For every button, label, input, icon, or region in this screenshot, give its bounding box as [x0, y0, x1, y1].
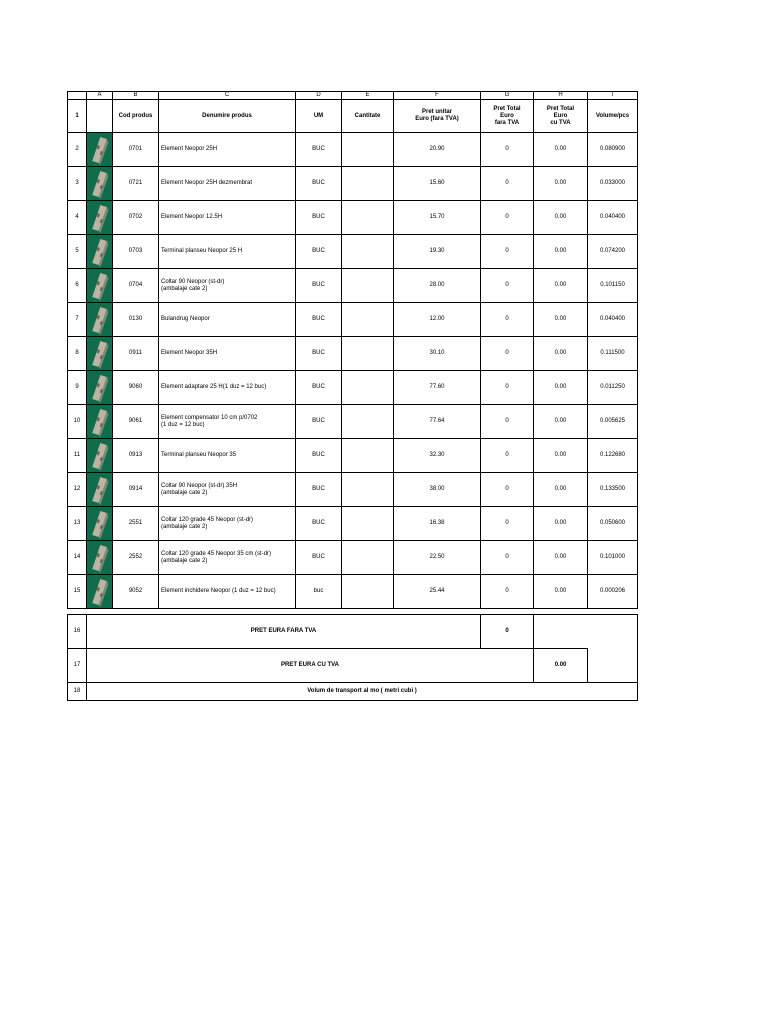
cantitate-input-cell[interactable] [342, 201, 394, 235]
volume-pcs-cell: 0.040400 [588, 303, 638, 337]
denumire-line: Element Neopor 25H [161, 146, 218, 152]
cod-produs-cell: 2552 [113, 541, 159, 575]
pret-cu-tva-value: 0.00 [534, 649, 588, 683]
denumire-line: Element compensator 10 cm p/0702 [161, 414, 258, 421]
table-row [68, 235, 638, 269]
volume-pcs-cell: 0.050600 [588, 507, 638, 541]
summary-row-cu-tva [68, 649, 638, 683]
col-letter-b: B [113, 92, 159, 100]
um-cell: BUC [296, 235, 342, 269]
product-block-icon [89, 167, 110, 200]
product-block-icon [89, 371, 110, 404]
product-block-icon [89, 269, 110, 302]
row-number: 10 [68, 405, 87, 439]
um-cell: BUC [296, 371, 342, 405]
denumire-produs-cell [159, 235, 296, 269]
denumire-line-2: (ambalaje cate 2) [161, 523, 208, 530]
denumire-line: Element inchidere Neopor (1 duz = 12 buc) [161, 588, 276, 594]
table-row [68, 575, 638, 609]
um-cell: BUC [296, 439, 342, 473]
product-block-icon [89, 473, 110, 506]
header-pret-total-cu-line1: Pret Total [546, 105, 575, 112]
product-block-icon [89, 439, 110, 472]
pret-total-cu-tva-cell: 0.00 [534, 303, 588, 337]
col-letter-e: E [342, 92, 394, 100]
denumire-produs-cell [159, 575, 296, 609]
pret-fara-tva-value: 0 [481, 615, 534, 649]
cod-produs-cell: 0702 [113, 201, 159, 235]
summary-row-fara-tva [68, 615, 638, 649]
cod-produs-cell: 0911 [113, 337, 159, 371]
denumire-line: Bulandrug Neopor [161, 316, 210, 322]
pret-total-cu-tva-cell: 0.00 [534, 269, 588, 303]
denumire-line: Element Neopor 12.5H [161, 214, 223, 220]
table-row [68, 337, 638, 371]
pret-total-cu-tva-cell: 0.00 [534, 201, 588, 235]
cod-produs-cell: 0914 [113, 473, 159, 507]
um-cell: BUC [296, 269, 342, 303]
cantitate-input-cell[interactable] [342, 507, 394, 541]
product-block-icon [89, 337, 110, 370]
row-number: 6 [68, 269, 87, 303]
row-number: 7 [68, 303, 87, 337]
cantitate-input-cell[interactable] [342, 575, 394, 609]
table-row [68, 541, 638, 575]
row-number: 17 [68, 649, 87, 683]
header-image-cell [87, 100, 113, 133]
pret-total-fara-tva-cell: 0 [481, 303, 534, 337]
volume-pcs-cell: 0.133500 [588, 473, 638, 507]
row-number: 12 [68, 473, 87, 507]
header-pret-total-cu-line3: cu TVA [550, 119, 571, 126]
header-um: UM [296, 100, 342, 133]
um-cell: BUC [296, 337, 342, 371]
pret-total-fara-tva-cell: 0 [481, 133, 534, 167]
pret-unitar-cell: 19.30 [394, 235, 481, 269]
volume-pcs-cell: 0.074200 [588, 235, 638, 269]
pret-fara-tva-label: PRET EURA FARA TVA [87, 615, 481, 649]
product-thumbnail [87, 269, 113, 303]
um-cell: BUC [296, 507, 342, 541]
denumire-line-2: (ambalaje cate 2) [161, 557, 208, 564]
product-thumbnail [87, 439, 113, 473]
cod-produs-cell: 0701 [113, 133, 159, 167]
denumire-produs-cell [159, 303, 296, 337]
cantitate-input-cell[interactable] [342, 337, 394, 371]
denumire-produs-cell [159, 337, 296, 371]
col-letter-f: F [394, 92, 481, 100]
denumire-produs-cell [159, 167, 296, 201]
volume-pcs-cell: 0.101000 [588, 541, 638, 575]
product-block-icon [89, 235, 110, 268]
pret-unitar-cell: 30.10 [394, 337, 481, 371]
volume-pcs-cell: 0.111500 [588, 337, 638, 371]
um-cell: BUC [296, 133, 342, 167]
um-cell: BUC [296, 303, 342, 337]
product-block-icon [89, 541, 110, 574]
row-number: 2 [68, 133, 87, 167]
pret-total-cu-tva-cell: 0.00 [534, 575, 588, 609]
pret-total-fara-tva-cell: 0 [481, 371, 534, 405]
product-thumbnail [87, 337, 113, 371]
row-number: 16 [68, 615, 87, 649]
col-letter-c: C [159, 92, 296, 100]
header-pret-total-cu-line2: Euro [553, 112, 568, 119]
volume-pcs-cell: 0.080900 [588, 133, 638, 167]
pret-unitar-cell: 32.30 [394, 439, 481, 473]
denumire-produs-cell [159, 541, 296, 575]
product-thumbnail [87, 371, 113, 405]
product-thumbnail [87, 133, 113, 167]
pret-total-fara-tva-cell: 0 [481, 541, 534, 575]
pret-unitar-cell: 15.70 [394, 201, 481, 235]
header-pret-unitar [394, 100, 481, 133]
volume-pcs-cell: 0.101150 [588, 269, 638, 303]
pret-total-fara-tva-cell: 0 [481, 405, 534, 439]
header-pret-unitar-line2: Euro (fara TVA) [415, 116, 459, 122]
header-pret-total-fara-tva [481, 100, 534, 133]
cod-produs-cell: 9060 [113, 371, 159, 405]
table-row [68, 473, 638, 507]
pret-unitar-cell: 12.00 [394, 303, 481, 337]
pret-total-cu-tva-cell: 0.00 [534, 405, 588, 439]
row-number: 14 [68, 541, 87, 575]
col-letter-i: I [588, 92, 638, 100]
col-letter-h: H [534, 92, 588, 100]
header-row [68, 100, 638, 133]
product-thumbnail [87, 507, 113, 541]
denumire-produs-cell [159, 507, 296, 541]
pret-total-fara-tva-cell: 0 [481, 337, 534, 371]
volume-pcs-cell: 0.000206 [588, 575, 638, 609]
cantitate-input-cell[interactable] [342, 133, 394, 167]
header-cod-produs: Cod produs [113, 100, 159, 133]
um-cell: BUC [296, 201, 342, 235]
product-block-icon [89, 133, 110, 166]
um-cell: BUC [296, 473, 342, 507]
header-pret-total-cu-tva [534, 100, 588, 133]
row-number: 3 [68, 167, 87, 201]
corner-cell [68, 92, 87, 100]
pret-total-fara-tva-cell: 0 [481, 439, 534, 473]
pret-total-fara-tva-cell: 0 [481, 575, 534, 609]
pret-total-cu-tva-cell: 0.00 [534, 133, 588, 167]
table-row [68, 133, 638, 167]
pret-total-cu-tva-cell: 0.00 [534, 337, 588, 371]
product-thumbnail [87, 405, 113, 439]
header-pret-total-fara-line3: fara TVA [494, 119, 520, 126]
denumire-produs-cell [159, 371, 296, 405]
denumire-produs-cell [159, 201, 296, 235]
row-number: 1 [68, 100, 87, 133]
denumire-line-2: (ambalaje cate 2) [161, 489, 208, 496]
denumire-line: Coltar 90 Neopor (st-dr) 35H [161, 482, 238, 489]
product-thumbnail [87, 167, 113, 201]
volume-pcs-cell: 0.033000 [588, 167, 638, 201]
product-block-icon [89, 405, 110, 438]
empty-cell [588, 649, 638, 683]
header-pret-total-fara-line2: Euro [500, 112, 514, 119]
um-cell: BUC [296, 167, 342, 201]
cantitate-input-cell[interactable] [342, 541, 394, 575]
column-letter-row [68, 92, 638, 100]
pret-total-cu-tva-cell: 0.00 [534, 507, 588, 541]
pret-total-fara-tva-cell: 0 [481, 473, 534, 507]
pret-total-cu-tva-cell: 0.00 [534, 371, 588, 405]
pret-unitar-cell: 38.00 [394, 473, 481, 507]
cantitate-input-cell[interactable] [342, 303, 394, 337]
um-cell: BUC [296, 405, 342, 439]
denumire-produs-cell [159, 439, 296, 473]
col-letter-g: G [481, 92, 534, 100]
pret-total-cu-tva-cell: 0.00 [534, 541, 588, 575]
row-number: 15 [68, 575, 87, 609]
denumire-line: Element Neopor 25H dezmembrat [161, 180, 253, 186]
product-thumbnail [87, 235, 113, 269]
row-number: 9 [68, 371, 87, 405]
row-number: 13 [68, 507, 87, 541]
pret-unitar-cell: 77.64 [394, 405, 481, 439]
pret-total-cu-tva-cell: 0.00 [534, 439, 588, 473]
header-pret-unitar-line1: Pret unitar [421, 109, 452, 115]
cod-produs-cell: 0704 [113, 269, 159, 303]
product-block-icon [89, 507, 110, 540]
cantitate-input-cell[interactable] [342, 439, 394, 473]
um-cell: buc [296, 575, 342, 609]
row-number: 11 [68, 439, 87, 473]
cod-produs-cell: 0721 [113, 167, 159, 201]
volume-pcs-cell: 0.011250 [588, 371, 638, 405]
pret-total-fara-tva-cell: 0 [481, 507, 534, 541]
price-list-sheet [67, 91, 638, 609]
denumire-line: Element adaptare 25 H(1 duz = 12 buc) [161, 384, 267, 390]
table-row [68, 269, 638, 303]
header-pret-total-fara-line1: Pret Total [493, 105, 521, 112]
cod-produs-cell: 0703 [113, 235, 159, 269]
cantitate-input-cell[interactable] [342, 371, 394, 405]
header-denumire-produs: Denumire produs [159, 100, 296, 133]
empty-cell [534, 615, 638, 649]
volum-transport-label: Volum de transport al mo ( metri cubi ) [87, 683, 638, 701]
cantitate-input-cell[interactable] [342, 269, 394, 303]
table-row [68, 201, 638, 235]
cantitate-input-cell[interactable] [342, 235, 394, 269]
cod-produs-cell: 2551 [113, 507, 159, 541]
pret-cu-tva-label: PRET EURA CU TVA [87, 649, 534, 683]
pret-total-cu-tva-cell: 0.00 [534, 235, 588, 269]
pret-total-fara-tva-cell: 0 [481, 167, 534, 201]
product-block-icon [89, 201, 110, 234]
cantitate-input-cell[interactable] [342, 167, 394, 201]
denumire-produs-cell [159, 405, 296, 439]
row-number: 4 [68, 201, 87, 235]
denumire-line-2: (1 duz = 12 buc) [161, 421, 205, 428]
denumire-produs-cell [159, 473, 296, 507]
denumire-produs-cell [159, 269, 296, 303]
denumire-line: Terminal planseu Neopor 35 [161, 452, 237, 458]
pret-unitar-cell: 77.60 [394, 371, 481, 405]
row-number: 18 [68, 683, 87, 701]
table-row [68, 405, 638, 439]
volume-pcs-cell: 0.005625 [588, 405, 638, 439]
col-letter-a: A [87, 92, 113, 100]
summary-row-volum [68, 683, 638, 701]
cod-produs-cell: 0130 [113, 303, 159, 337]
cantitate-input-cell[interactable] [342, 473, 394, 507]
table-row [68, 507, 638, 541]
table-row [68, 167, 638, 201]
cod-produs-cell: 9052 [113, 575, 159, 609]
pret-unitar-cell: 28.00 [394, 269, 481, 303]
pret-unitar-cell: 20.90 [394, 133, 481, 167]
product-block-icon [89, 575, 110, 608]
product-thumbnail [87, 575, 113, 609]
denumire-line: Coltar 90 Neopor (st-dr) [161, 278, 225, 285]
table-row [68, 371, 638, 405]
header-volume-pcs: Volume/pcs [588, 100, 638, 133]
pret-total-fara-tva-cell: 0 [481, 201, 534, 235]
denumire-produs-cell [159, 133, 296, 167]
volume-pcs-cell: 0.122680 [588, 439, 638, 473]
row-number: 5 [68, 235, 87, 269]
pret-unitar-cell: 16.38 [394, 507, 481, 541]
product-thumbnail [87, 541, 113, 575]
col-letter-d: D [296, 92, 342, 100]
row-number: 8 [68, 337, 87, 371]
pret-unitar-cell: 25.44 [394, 575, 481, 609]
table-row [68, 303, 638, 337]
pret-unitar-cell: 15.60 [394, 167, 481, 201]
denumire-line-2: (ambalaje cate 2) [161, 285, 208, 292]
pret-total-cu-tva-cell: 0.00 [534, 473, 588, 507]
product-block-icon [89, 303, 110, 336]
pret-unitar-cell: 22.50 [394, 541, 481, 575]
product-thumbnail [87, 201, 113, 235]
cod-produs-cell: 0913 [113, 439, 159, 473]
pret-total-cu-tva-cell: 0.00 [534, 167, 588, 201]
denumire-line: Coltar 120 grade 45 Neopor (st-dr) [161, 516, 254, 523]
pret-total-fara-tva-cell: 0 [481, 235, 534, 269]
denumire-line: Terminal planseu Neopor 25 H [161, 248, 243, 254]
header-cantitate: Cantitate [342, 100, 394, 133]
table-row [68, 439, 638, 473]
denumire-line: Element Neopor 35H [161, 350, 218, 356]
pret-total-fara-tva-cell: 0 [481, 269, 534, 303]
cantitate-input-cell[interactable] [342, 405, 394, 439]
denumire-line: Coltar 120 grade 45 Neopor 35 cm (st-dr) [161, 550, 272, 557]
volume-pcs-cell: 0.040400 [588, 201, 638, 235]
product-thumbnail [87, 303, 113, 337]
product-thumbnail [87, 473, 113, 507]
um-cell: BUC [296, 541, 342, 575]
cod-produs-cell: 9061 [113, 405, 159, 439]
summary-section [67, 614, 638, 701]
